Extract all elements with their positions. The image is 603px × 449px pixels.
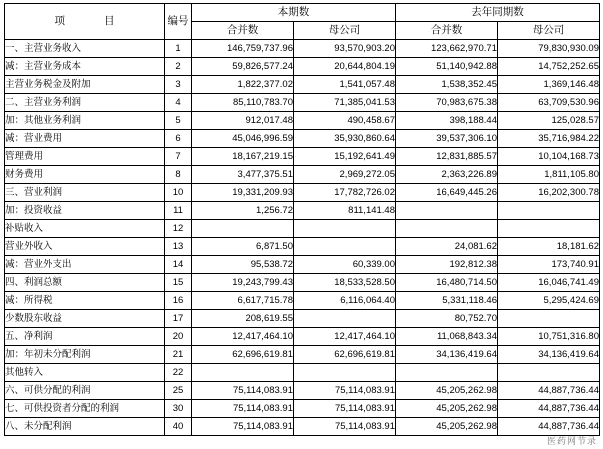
row-item-label: 营业外收入: [5, 238, 165, 256]
row-item-label: 加：其他业务利润: [5, 112, 165, 130]
table-body: [5, 40, 600, 436]
table-row: [5, 328, 600, 346]
row-current-consolidated: 1,256.72: [192, 202, 294, 220]
row-current-parent: 75,114,083.91: [294, 400, 396, 418]
row-prior-consolidated: 2,363,226.89: [396, 166, 498, 184]
row-current-parent: 35,930,860.64: [294, 130, 396, 148]
row-current-parent: 75,114,083.91: [294, 382, 396, 400]
table-row: [5, 202, 600, 220]
row-current-parent: [294, 220, 396, 238]
row-current-consolidated: 85,110,783.70: [192, 94, 294, 112]
row-current-parent: 18,533,528.50: [294, 274, 396, 292]
row-current-consolidated: 75,114,083.91: [192, 382, 294, 400]
row-code: 40: [165, 418, 192, 436]
row-prior-parent: 16,046,741.49: [498, 274, 600, 292]
row-code: 4: [165, 94, 192, 112]
row-code: 12: [165, 220, 192, 238]
row-prior-consolidated: 11,068,843.34: [396, 328, 498, 346]
row-item-label: 六、可供分配的利润: [5, 382, 165, 400]
row-current-consolidated: 75,114,083.91: [192, 400, 294, 418]
row-prior-consolidated: 192,812.38: [396, 256, 498, 274]
row-current-parent: 6,116,064.40: [294, 292, 396, 310]
table-row: [5, 94, 600, 112]
row-current-parent: [294, 364, 396, 382]
row-current-consolidated: 6,617,715.78: [192, 292, 294, 310]
row-code: 30: [165, 400, 192, 418]
row-current-parent: 811,141.48: [294, 202, 396, 220]
row-code: 10: [165, 184, 192, 202]
header-current-consolidated: 合并数: [192, 22, 294, 40]
row-current-parent: 12,417,464.10: [294, 328, 396, 346]
table-row: [5, 58, 600, 76]
table-row: [5, 76, 600, 94]
row-prior-consolidated: 70,983,675.38: [396, 94, 498, 112]
row-prior-parent: [498, 202, 600, 220]
row-prior-parent: 16,202,300.78: [498, 184, 600, 202]
row-current-consolidated: 12,417,464.10: [192, 328, 294, 346]
row-code: 7: [165, 148, 192, 166]
header-prior-period: 去年同期数: [396, 4, 600, 22]
row-prior-parent: 1,369,146.48: [498, 76, 600, 94]
row-current-consolidated: 146,759,737.96: [192, 40, 294, 58]
table-row: [5, 184, 600, 202]
row-current-parent: [294, 310, 396, 328]
row-item-label: 财务费用: [5, 166, 165, 184]
row-prior-consolidated: 16,480,714.50: [396, 274, 498, 292]
row-prior-consolidated: 45,205,262.98: [396, 382, 498, 400]
row-current-consolidated: [192, 364, 294, 382]
row-current-consolidated: 19,331,209.93: [192, 184, 294, 202]
row-current-parent: 490,458.67: [294, 112, 396, 130]
table-header: [5, 4, 600, 40]
row-prior-consolidated: 45,205,262.98: [396, 400, 498, 418]
row-item-label: 减：营业费用: [5, 130, 165, 148]
table-row: [5, 256, 600, 274]
row-current-consolidated: 45,046,996.59: [192, 130, 294, 148]
row-prior-parent: 44,887,736.44: [498, 400, 600, 418]
row-item-label: 减：营业外支出: [5, 256, 165, 274]
row-code: 8: [165, 166, 192, 184]
row-prior-consolidated: 51,140,942.88: [396, 58, 498, 76]
row-code: 14: [165, 256, 192, 274]
row-prior-consolidated: 39,537,306.10: [396, 130, 498, 148]
row-prior-parent: 10,104,168.73: [498, 148, 600, 166]
row-code: 13: [165, 238, 192, 256]
row-current-parent: 93,570,903.20: [294, 40, 396, 58]
row-item-label: 补贴收入: [5, 220, 165, 238]
row-code: 5: [165, 112, 192, 130]
row-item-label: 八、未分配利润: [5, 418, 165, 436]
row-code: 15: [165, 274, 192, 292]
row-current-consolidated: 3,477,375.51: [192, 166, 294, 184]
row-current-parent: 15,192,641.49: [294, 148, 396, 166]
row-prior-parent: [498, 364, 600, 382]
row-code: 25: [165, 382, 192, 400]
row-prior-parent: 10,751,316.80: [498, 328, 600, 346]
row-item-label: 主营业务税金及附加: [5, 76, 165, 94]
row-item-label: 七、可供投资者分配的利润: [5, 400, 165, 418]
table-row: [5, 112, 600, 130]
row-prior-parent: 173,740.91: [498, 256, 600, 274]
income-statement-sheet: [0, 3, 603, 449]
table-row: [5, 220, 600, 238]
row-current-consolidated: 95,538.72: [192, 256, 294, 274]
header-prior-parent: 母公司: [498, 22, 600, 40]
row-prior-parent: 34,136,419.64: [498, 346, 600, 364]
row-item-label: 管理费用: [5, 148, 165, 166]
row-prior-consolidated: 123,662,970.71: [396, 40, 498, 58]
row-code: 11: [165, 202, 192, 220]
row-code: 17: [165, 310, 192, 328]
row-current-consolidated: 912,017.48: [192, 112, 294, 130]
row-prior-consolidated: 12,831,885.57: [396, 148, 498, 166]
row-prior-consolidated: 24,081.62: [396, 238, 498, 256]
row-code: 1: [165, 40, 192, 58]
row-code: 22: [165, 364, 192, 382]
row-prior-consolidated: [396, 364, 498, 382]
row-item-label: 减：主营业务成本: [5, 58, 165, 76]
table-row: [5, 148, 600, 166]
row-item-label: 减：所得税: [5, 292, 165, 310]
row-prior-parent: 14,752,252.65: [498, 58, 600, 76]
row-code: 21: [165, 346, 192, 364]
table-row: [5, 400, 600, 418]
row-item-label: 三、营业利润: [5, 184, 165, 202]
row-code: 20: [165, 328, 192, 346]
row-current-parent: 17,782,726.02: [294, 184, 396, 202]
row-item-label: 其他转入: [5, 364, 165, 382]
row-current-parent: 1,541,057.48: [294, 76, 396, 94]
row-item-label: 五、净利润: [5, 328, 165, 346]
row-current-parent: 62,696,619.81: [294, 346, 396, 364]
row-current-consolidated: 208,619.55: [192, 310, 294, 328]
row-prior-consolidated: 398,188.44: [396, 112, 498, 130]
row-prior-parent: [498, 220, 600, 238]
row-item-label: 加：年初未分配利润: [5, 346, 165, 364]
row-prior-parent: 63,709,530.96: [498, 94, 600, 112]
row-prior-parent: 44,887,736.44: [498, 418, 600, 436]
row-current-consolidated: 62,696,619.81: [192, 346, 294, 364]
row-prior-consolidated: [396, 220, 498, 238]
row-item-label: 一、主营业务收入: [5, 40, 165, 58]
table-row: [5, 346, 600, 364]
row-prior-parent: 79,830,930.09: [498, 40, 600, 58]
header-item: 项 目: [5, 4, 165, 40]
row-prior-parent: 125,028.57: [498, 112, 600, 130]
row-prior-parent: 44,887,736.44: [498, 382, 600, 400]
table-row: [5, 364, 600, 382]
row-current-consolidated: 75,114,083.91: [192, 418, 294, 436]
row-prior-parent: [498, 310, 600, 328]
header-code: [165, 4, 192, 40]
row-code: 6: [165, 130, 192, 148]
row-item-label: 少数股东收益: [5, 310, 165, 328]
row-current-parent: 71,385,041.53: [294, 94, 396, 112]
row-current-parent: 2,969,272.05: [294, 166, 396, 184]
row-prior-consolidated: [396, 202, 498, 220]
header-prior-consolidated: 合并数: [396, 22, 498, 40]
row-current-consolidated: 6,871.50: [192, 238, 294, 256]
table-row: [5, 166, 600, 184]
row-prior-parent: 35,716,984.22: [498, 130, 600, 148]
table-row: [5, 292, 600, 310]
header-code-label: 编号: [167, 15, 189, 27]
row-current-consolidated: 59,826,577.24: [192, 58, 294, 76]
row-current-consolidated: [192, 220, 294, 238]
row-code: 3: [165, 76, 192, 94]
header-current-period: 本期数: [192, 4, 396, 22]
row-prior-consolidated: 34,136,419.64: [396, 346, 498, 364]
table-row: [5, 274, 600, 292]
row-prior-parent: 5,295,424.69: [498, 292, 600, 310]
row-prior-parent: 18,181.62: [498, 238, 600, 256]
row-current-parent: 75,114,083.91: [294, 418, 396, 436]
header-row-top: [5, 4, 600, 22]
row-item-label: 加：投资收益: [5, 202, 165, 220]
row-prior-consolidated: 5,331,118.46: [396, 292, 498, 310]
row-prior-consolidated: 1,538,352.45: [396, 76, 498, 94]
row-item-label: 四、利润总额: [5, 274, 165, 292]
row-current-consolidated: 19,243,799.43: [192, 274, 294, 292]
table-row: [5, 40, 600, 58]
row-item-label: 二、主营业务利润: [5, 94, 165, 112]
table-row: [5, 418, 600, 436]
row-current-consolidated: 1,822,377.02: [192, 76, 294, 94]
watermark-label: 医药网节录: [546, 436, 597, 446]
header-current-parent: 母公司: [294, 22, 396, 40]
table-row: [5, 238, 600, 256]
row-prior-consolidated: 45,205,262.98: [396, 418, 498, 436]
row-current-parent: 20,644,804.19: [294, 58, 396, 76]
row-prior-consolidated: 16,649,445.26: [396, 184, 498, 202]
table-row: [5, 382, 600, 400]
row-current-parent: [294, 238, 396, 256]
row-code: 16: [165, 292, 192, 310]
row-prior-consolidated: 80,752.70: [396, 310, 498, 328]
table-row: [5, 310, 600, 328]
row-prior-parent: 1,811,105.80: [498, 166, 600, 184]
row-current-parent: 60,339.00: [294, 256, 396, 274]
row-code: 2: [165, 58, 192, 76]
row-current-consolidated: 18,167,219.15: [192, 148, 294, 166]
income-statement-table: [4, 3, 600, 436]
table-row: [5, 130, 600, 148]
